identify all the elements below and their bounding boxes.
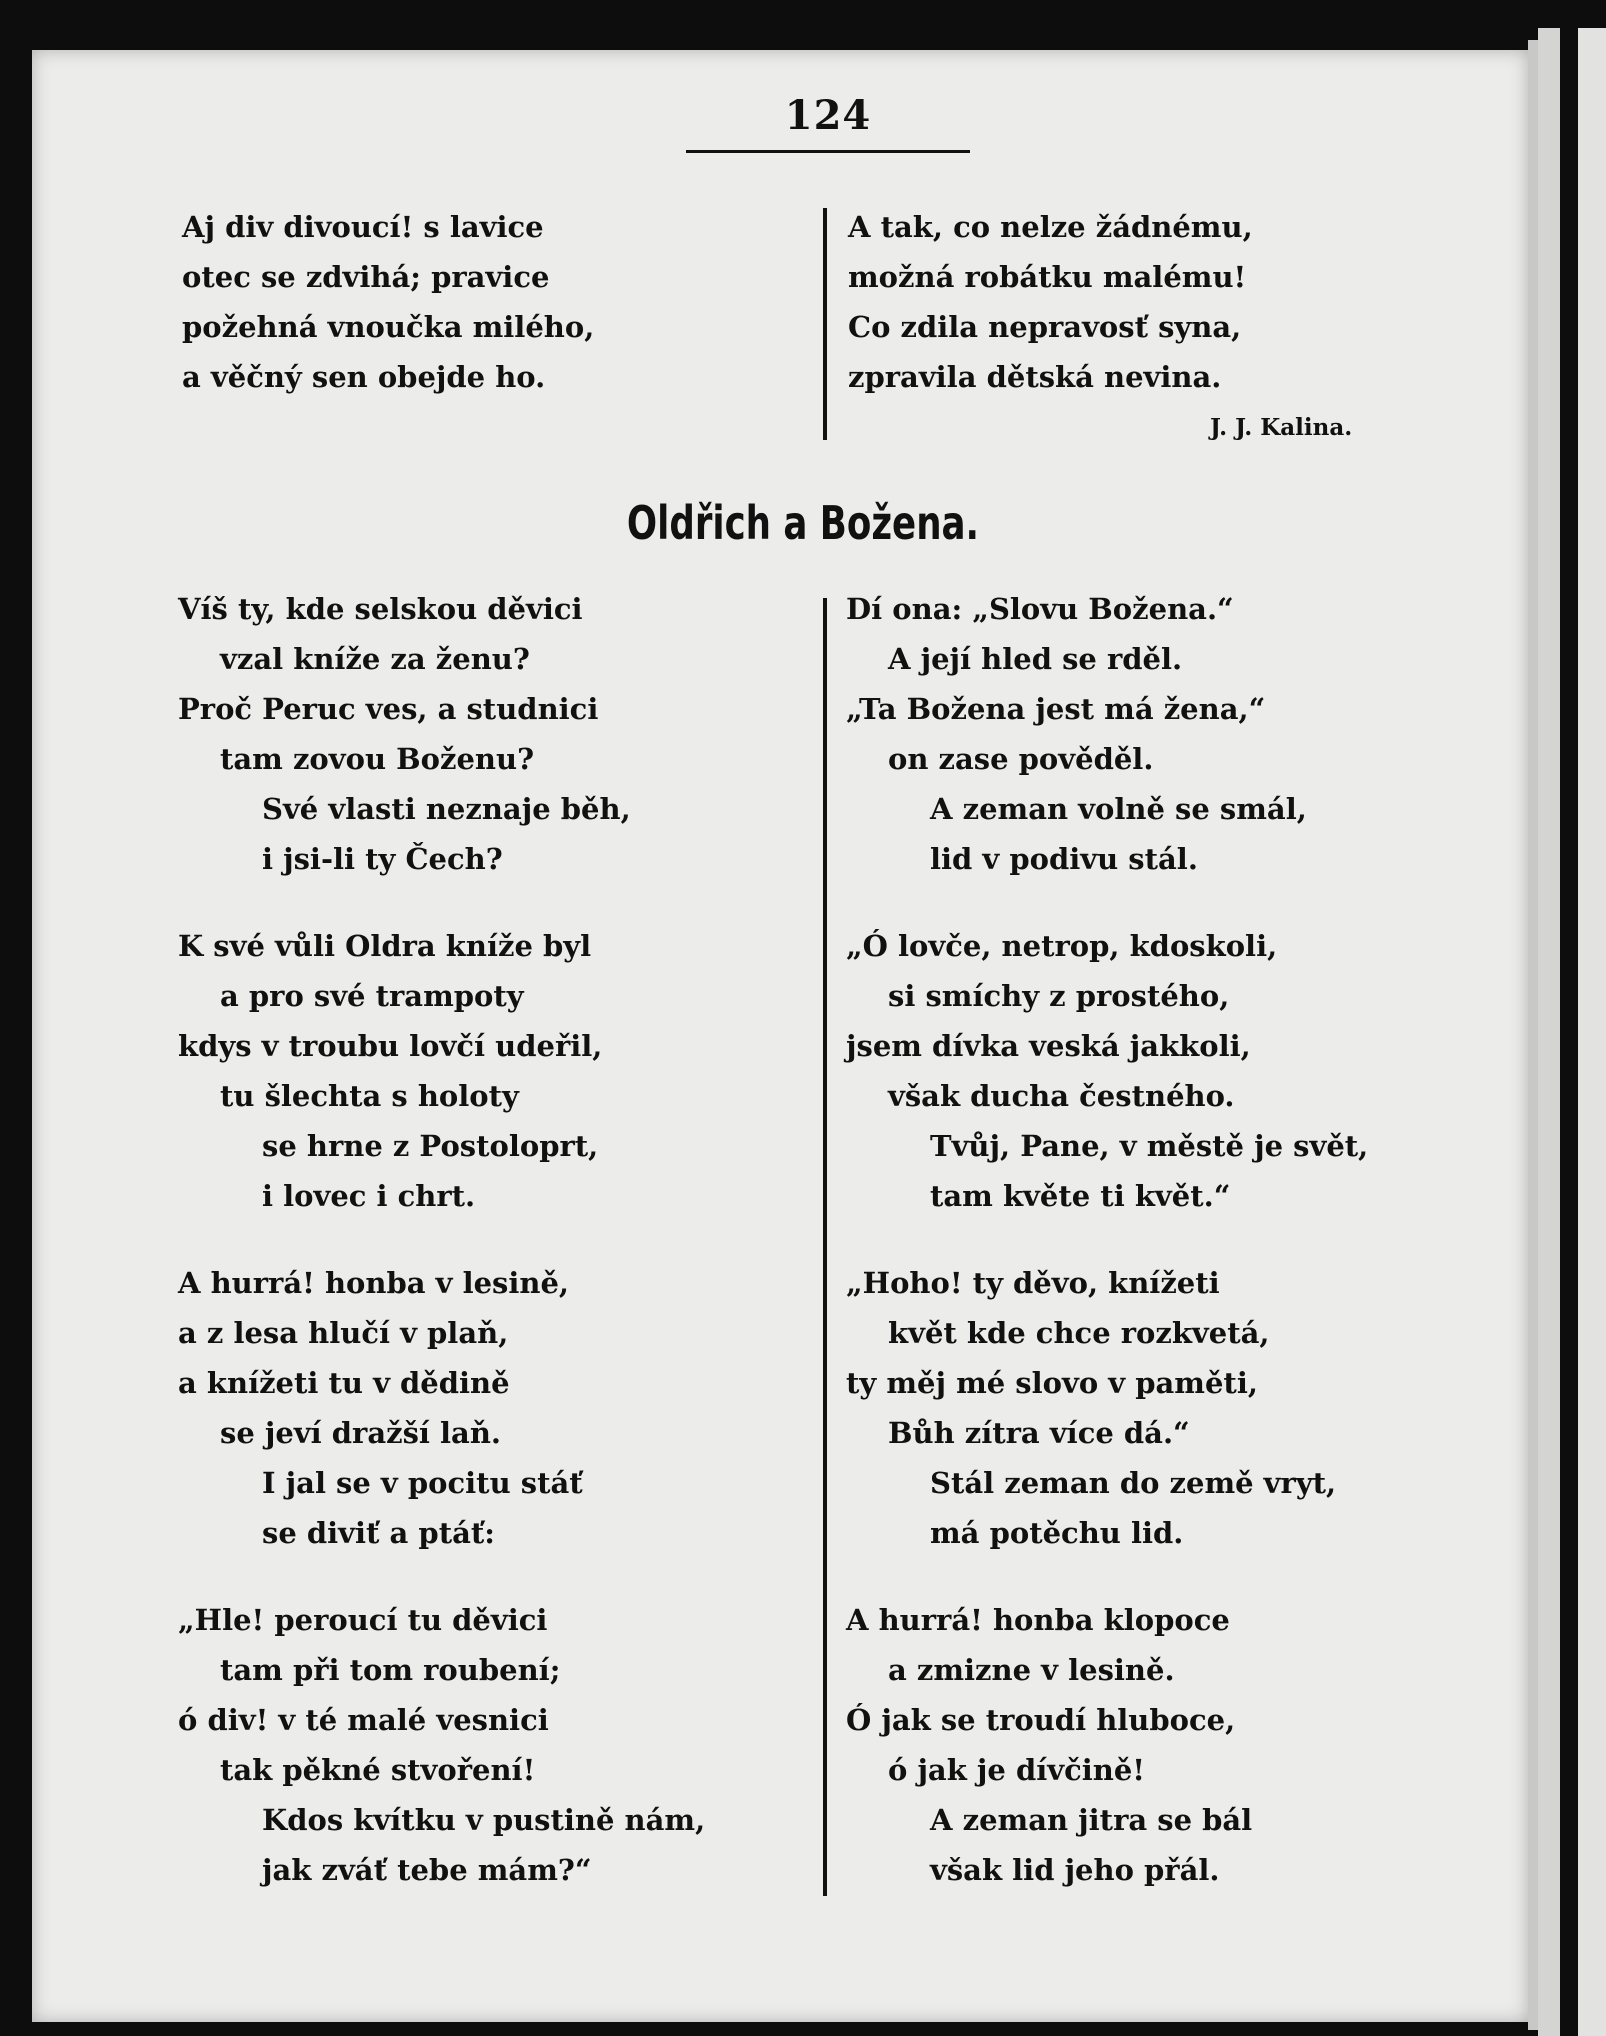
verse-line: I jal se v pocitu stáť xyxy=(262,1466,583,1500)
verse-line: Kdos kvítku v pustině nám, xyxy=(262,1803,706,1837)
top-left-stanza xyxy=(182,202,594,402)
verse-line: Tvůj, Pane, v městě je svět, xyxy=(930,1129,1369,1163)
verse-line: Stál zeman do země vryt, xyxy=(930,1466,1337,1500)
stanza xyxy=(846,1595,1368,1895)
verse-line: A zeman volně se smál, xyxy=(930,792,1307,826)
verse-line: ó jak je dívčině! xyxy=(888,1753,1146,1787)
verse-line: i lovec i chrt. xyxy=(262,1179,476,1213)
verse-line: Co zdila nepravosť syna, xyxy=(848,310,1242,344)
verse-line: Proč Peruc ves, a studnici xyxy=(178,692,599,726)
page-number: 124 xyxy=(784,92,872,139)
verse-line: „Ta Božena jest má žena,“ xyxy=(846,692,1266,726)
stanza xyxy=(846,584,1368,884)
verse-line: tam při tom roubení; xyxy=(220,1653,561,1687)
verse-line: „Ó lovče, netrop, kdoskoli, xyxy=(846,929,1278,963)
verse-line: však lid jeho přál. xyxy=(930,1853,1220,1887)
verse-line: si smíchy z prostého, xyxy=(888,979,1230,1013)
stanza xyxy=(178,1595,705,1895)
verse-line: Bůh zítra více dá.“ xyxy=(888,1416,1190,1450)
verse-line: ty měj mé slovo v paměti, xyxy=(846,1366,1258,1400)
verse-line: však ducha čestného. xyxy=(888,1079,1235,1113)
verse-line: tak pěkné stvoření! xyxy=(220,1753,536,1787)
verse-line: „Hle! peroucí tu děvici xyxy=(178,1603,548,1637)
poem-title: Oldřich a Božena. xyxy=(626,496,980,550)
verse-line: kdys v troubu lovčí udeřil, xyxy=(178,1029,603,1063)
verse-line: Aj div divoucí! s lavice xyxy=(182,210,544,244)
verse-line: má potěchu lid. xyxy=(930,1516,1184,1550)
verse-line: A zeman jitra se bál xyxy=(930,1803,1253,1837)
verse-line: a věčný sen obejde ho. xyxy=(182,360,546,394)
verse-line: otec se zdvihá; pravice xyxy=(182,260,550,294)
stanza xyxy=(178,921,705,1221)
verse-line: lid v podivu stál. xyxy=(930,842,1198,876)
verse-line: A tak, co nelze žádnému, xyxy=(848,210,1253,244)
verse-line: požehná vnoučka milého, xyxy=(182,310,595,344)
verse-line: a z lesa hlučí v plaň, xyxy=(178,1316,509,1350)
verse-line: se diviť a ptáť: xyxy=(262,1516,495,1550)
top-right-stanza xyxy=(848,202,1253,402)
stanza xyxy=(178,584,705,884)
verse-line: tam zovou Boženu? xyxy=(220,742,535,776)
verse-line: Víš ty, kde selskou děvici xyxy=(178,592,583,626)
author-signature: J. J. Kalina. xyxy=(1210,414,1353,441)
poem-right-column xyxy=(846,584,1368,1932)
verse-line: tu šlechta s holoty xyxy=(220,1079,519,1113)
verse-line: květ kde chce rozkvetá, xyxy=(888,1316,1270,1350)
verse-line: a zmizne v lesině. xyxy=(888,1653,1175,1687)
verse-line: tam květe ti květ.“ xyxy=(930,1179,1231,1213)
verse-line: a pro své trampoty xyxy=(220,979,524,1013)
verse-line: „Hoho! ty děvo, knížeti xyxy=(846,1266,1220,1300)
verse-line: zpravila dětská nevina. xyxy=(848,360,1222,394)
verse-line: jak zváť tebe mám?“ xyxy=(262,1853,592,1887)
background-strip-right xyxy=(1578,28,1606,2036)
verse-line: možná robátku malému! xyxy=(848,260,1247,294)
verse-line: se jeví dražší laň. xyxy=(220,1416,502,1450)
verse-line: a knížeti tu v dědině xyxy=(178,1366,510,1400)
verse-line: jsem dívka veská jakkoli, xyxy=(846,1029,1251,1063)
verse-line: vzal kníže za ženu? xyxy=(220,642,530,676)
verse-line: i jsi-li ty Čech? xyxy=(262,842,503,876)
verse-line: on zase pověděl. xyxy=(888,742,1154,776)
verse-line: A hurrá! honba klopoce xyxy=(846,1603,1230,1637)
background-strip xyxy=(1538,28,1560,2036)
verse-line: A hurrá! honba v lesině, xyxy=(178,1266,570,1300)
stanza xyxy=(846,1258,1368,1558)
verse-line: K své vůli Oldra kníže byl xyxy=(178,929,592,963)
verse-line: se hrne z Postoloprt, xyxy=(262,1129,599,1163)
verse-line: A její hled se rděl. xyxy=(888,642,1183,676)
poem-left-column xyxy=(178,584,705,1932)
verse-line: ó div! v té malé vesnici xyxy=(178,1703,549,1737)
verse-line: Ó jak se troudí hluboce, xyxy=(846,1703,1236,1737)
header-rule xyxy=(686,150,970,153)
stanza xyxy=(178,1258,705,1558)
verse-line: Dí ona: „Slovu Božena.“ xyxy=(846,592,1234,626)
column-divider-main xyxy=(823,598,827,1896)
column-divider-top xyxy=(823,208,827,440)
page-edge xyxy=(1528,40,1538,2030)
stanza xyxy=(846,921,1368,1221)
verse-line: Své vlasti neznaje běh, xyxy=(262,792,631,826)
